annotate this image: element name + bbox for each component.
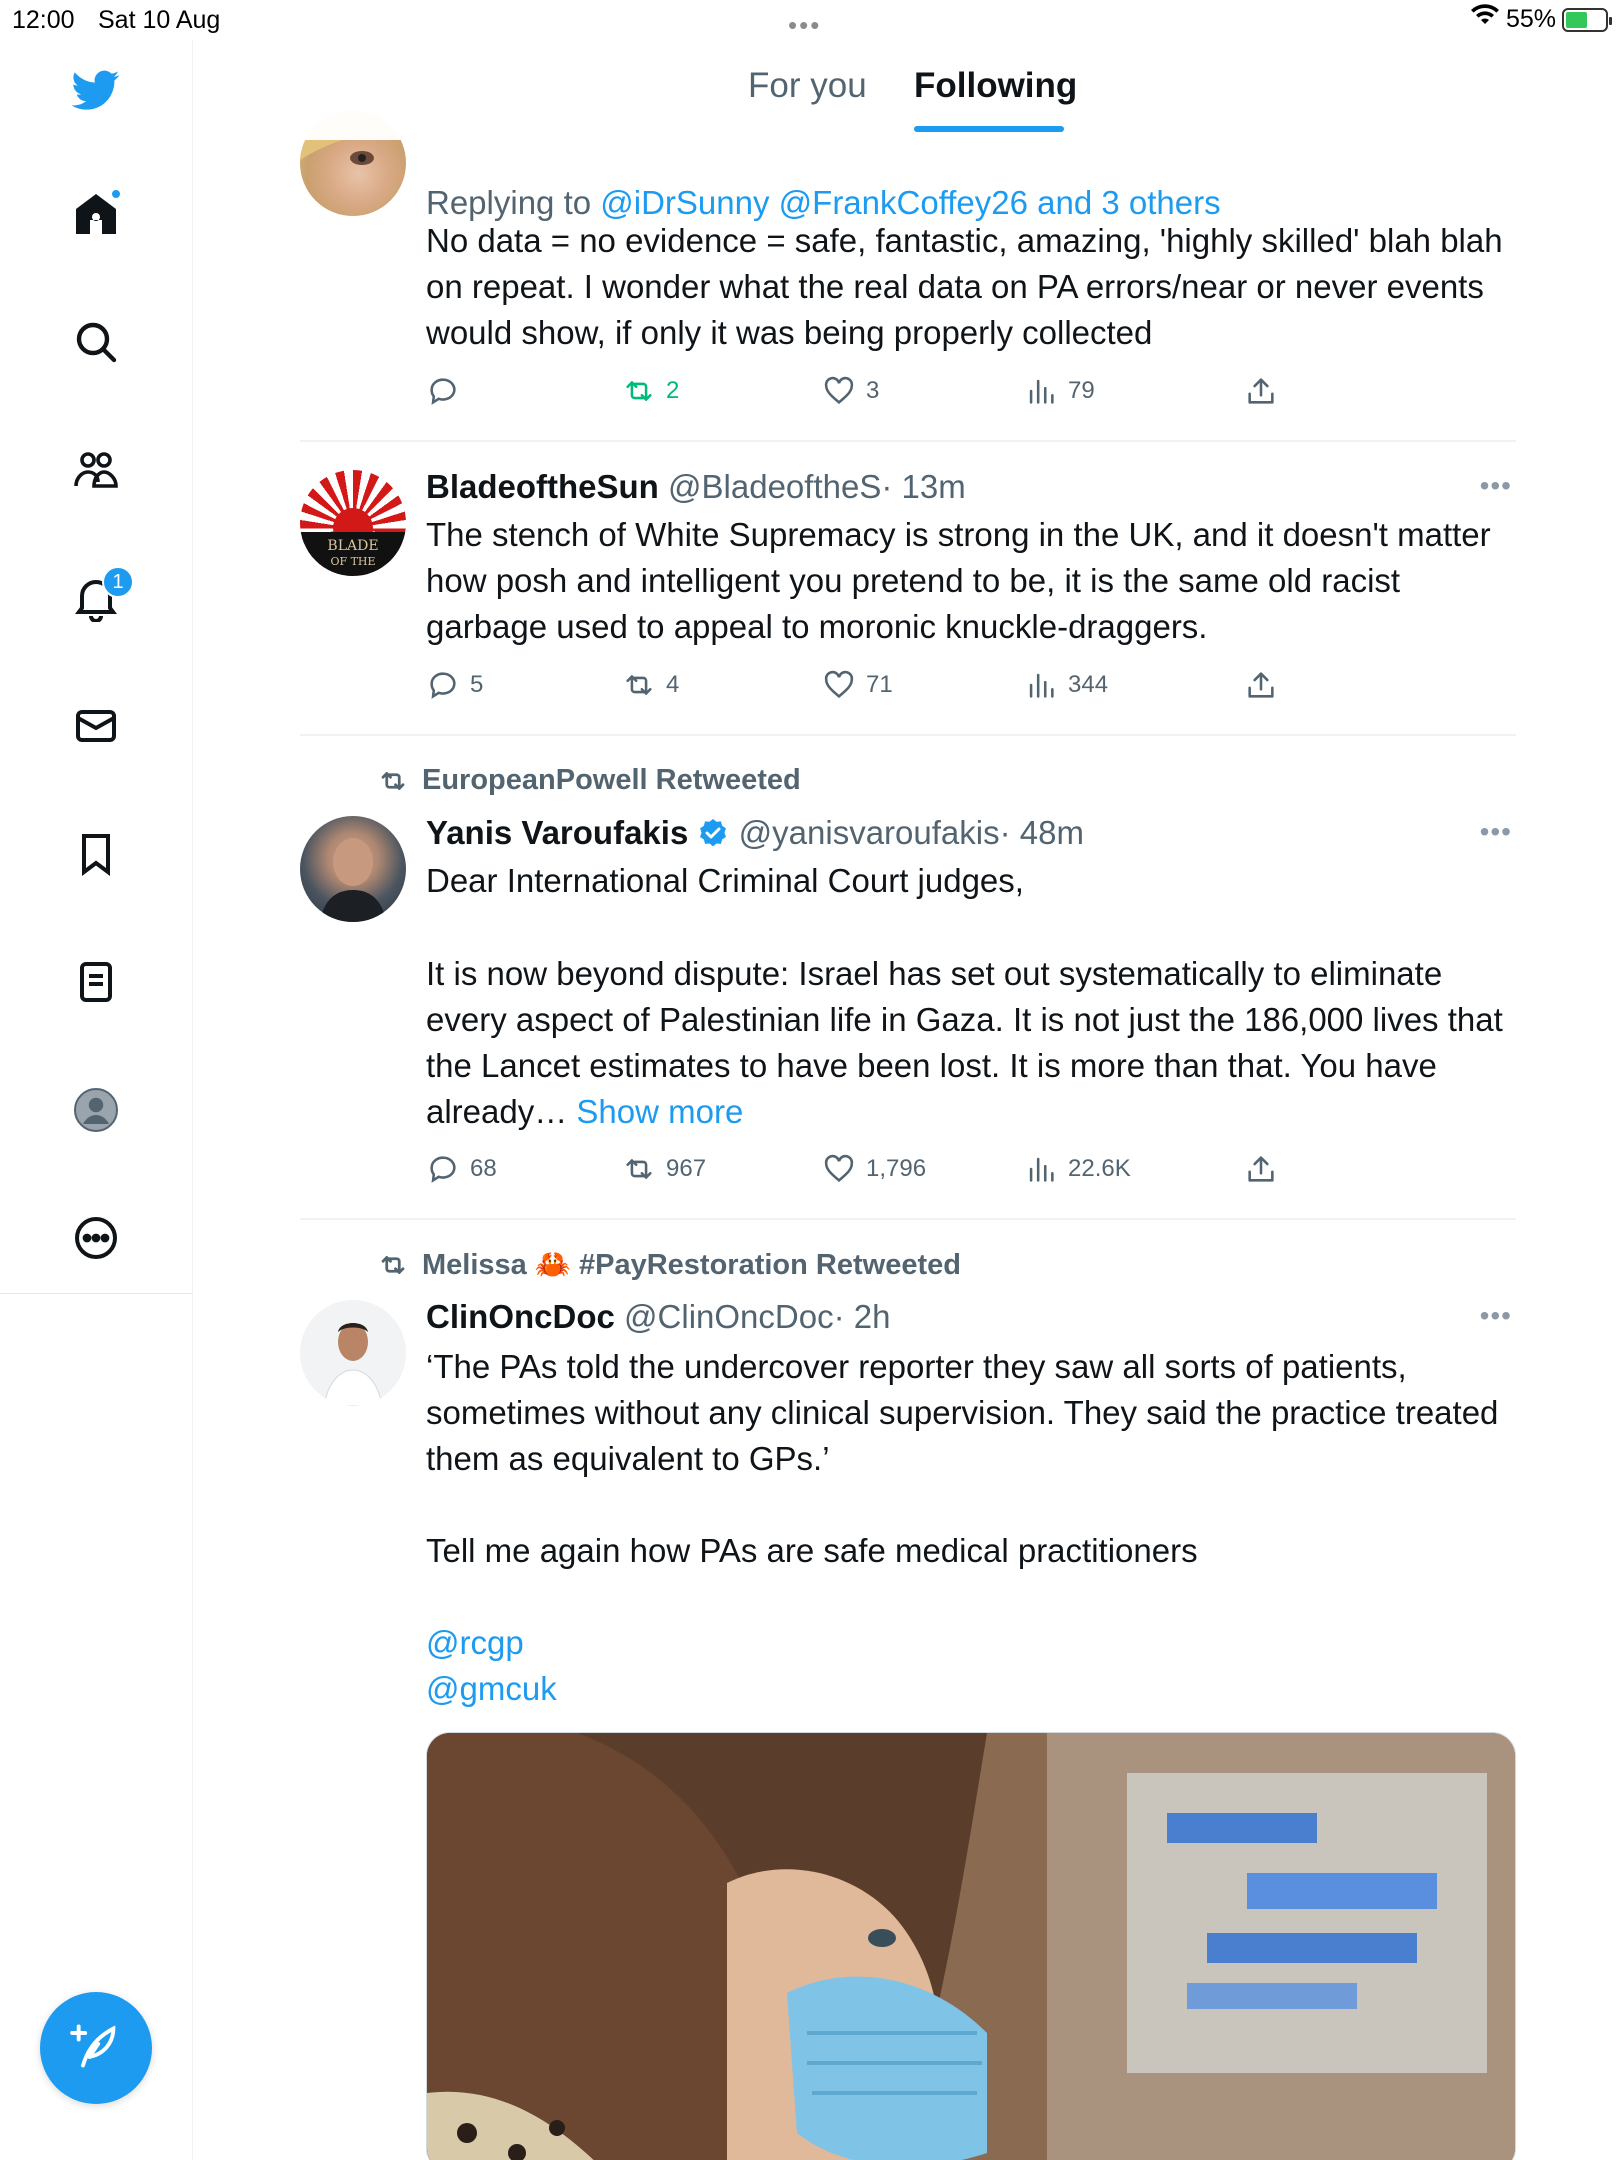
tweet-text: The stench of White Supremacy is strong in the UK, and it doesn't matter how posh and intelligent you pretend to be, it is the same old racist garbage used to appeal to moronic knuckle-draggers. (426, 516, 1500, 645)
compose-button[interactable] (40, 1992, 152, 2104)
retweet-count: 967 (666, 1155, 707, 1182)
views-count: 344 (1068, 671, 1109, 698)
timeline-tabs (194, 40, 1620, 140)
retweeted-by[interactable] (378, 764, 801, 797)
reply-button[interactable] (426, 1152, 497, 1186)
retweeted-by-label: EuropeanPowell Retweeted (422, 764, 801, 796)
tweet-actions (426, 668, 1326, 708)
share-icon (1244, 1152, 1278, 1186)
avatar[interactable] (300, 816, 406, 922)
tweet-header (426, 810, 1084, 856)
retweet-button[interactable] (622, 1152, 706, 1186)
more-icon[interactable] (64, 1206, 128, 1270)
retweet-icon (378, 1250, 408, 1280)
tweet-actions (426, 1152, 1326, 1192)
tweet-text-quote: ‘The PAs told the undercover reporter they saw all sorts of patients, sometimes without any clinical supervision. They said the practice treated them as equivalent to GPs.’ (426, 1348, 1508, 1477)
sidebar-divider (0, 1293, 193, 1294)
user-handle[interactable]: @yanisvaroufakis (738, 814, 1000, 851)
share-button[interactable] (1244, 1152, 1278, 1186)
tweet-divider (300, 734, 1516, 736)
display-name[interactable]: Yanis Varoufakis (426, 814, 689, 851)
reply-count: 68 (470, 1155, 497, 1182)
notifications-badge: 1 (102, 566, 134, 598)
retweet-icon (622, 374, 656, 408)
retweet-count: 4 (666, 671, 680, 698)
heart-icon (822, 668, 856, 702)
avatar-text: BLADE (327, 538, 379, 554)
share-button[interactable] (1244, 374, 1278, 408)
like-count: 1,796 (866, 1155, 927, 1182)
like-count: 71 (866, 671, 893, 698)
multitasking-dots[interactable]: ••• (788, 10, 822, 40)
retweet-icon (378, 766, 408, 796)
reply-icon (426, 1152, 460, 1186)
avatar[interactable] (300, 1300, 406, 1406)
mention-link[interactable]: @gmcuk (426, 1670, 557, 1707)
sidebar-nav (0, 40, 193, 2160)
reply-count: 5 (470, 671, 484, 698)
views-button[interactable] (1024, 668, 1108, 702)
status-time: 12:00 (12, 6, 75, 34)
tweet-time[interactable]: · 2h (833, 1298, 891, 1335)
tweet-text-line-1: Dear International Criminal Court judges, (426, 862, 1024, 899)
retweet-button[interactable] (622, 374, 679, 408)
tweet-media-image[interactable] (426, 1732, 1516, 2160)
home-new-dot (110, 188, 122, 200)
svg-text:OF THE: OF THE (330, 555, 376, 568)
tab-for-you[interactable]: For you (748, 66, 867, 105)
like-count: 3 (866, 377, 880, 404)
tweet-more-button[interactable]: ••• (1479, 1300, 1512, 1331)
tweet-actions (426, 374, 1326, 414)
tweet-more-button[interactable]: ••• (1479, 816, 1512, 847)
show-more-link[interactable]: Show more (576, 1093, 744, 1130)
retweet-button[interactable] (622, 668, 679, 702)
like-button[interactable] (822, 668, 893, 702)
tweet-header (426, 1294, 890, 1340)
user-handle[interactable]: @BladeoftheS (668, 468, 882, 505)
like-button[interactable] (822, 374, 879, 408)
reply-icon (426, 374, 460, 408)
tweet-divider (300, 440, 1516, 442)
compose-icon (70, 2020, 122, 2077)
avatar[interactable] (300, 470, 406, 576)
reply-button[interactable] (426, 374, 460, 408)
retweeted-by[interactable] (378, 1248, 961, 1282)
reply-icon (426, 668, 460, 702)
like-button[interactable] (822, 1152, 926, 1186)
display-name[interactable]: BladeoftheSun (426, 468, 659, 505)
display-name[interactable]: ClinOncDoc (426, 1298, 615, 1335)
home-icon[interactable] (64, 182, 128, 246)
user-handle[interactable]: @ClinOncDoc (624, 1298, 834, 1335)
heart-icon (822, 1152, 856, 1186)
tweet-time[interactable]: · 13m (881, 468, 966, 505)
mention-link[interactable]: @rcgp (426, 1624, 524, 1661)
search-icon[interactable] (64, 310, 128, 374)
tweet-divider (300, 1218, 1516, 1220)
retweet-count: 2 (666, 377, 680, 404)
profile-icon[interactable] (64, 1078, 128, 1142)
share-icon (1244, 374, 1278, 408)
reply-to-mentions[interactable]: @iDrSunny @FrankCoffey26 and 3 others (600, 184, 1221, 221)
verified-badge-icon (697, 817, 729, 849)
twitter-logo-icon[interactable] (64, 58, 128, 122)
notifications-icon[interactable] (64, 566, 128, 630)
communities-icon[interactable] (64, 438, 128, 502)
tweet-text-body (426, 951, 1516, 1135)
tweet-text: No data = no evidence = safe, fantastic, amazing, 'highly skilled' blah blah on repeat. I wonder what the real data on PA errors/near or never events would show, if only it was being properly collected (426, 222, 1512, 351)
status-date: Sat 10 Aug (98, 6, 221, 34)
views-button[interactable] (1024, 1152, 1131, 1186)
lists-icon[interactable] (64, 950, 128, 1014)
tweet-time[interactable]: · 48m (999, 814, 1084, 851)
tab-following[interactable]: Following (914, 66, 1078, 105)
bookmarks-icon[interactable] (64, 822, 128, 886)
share-icon (1244, 668, 1278, 702)
tweet-text-comment: Tell me again how PAs are safe medical practitioners (426, 1532, 1198, 1569)
messages-icon[interactable] (64, 694, 128, 758)
views-icon (1024, 1152, 1058, 1186)
tab-active-indicator (914, 126, 1064, 132)
heart-icon (822, 374, 856, 408)
views-count: 79 (1068, 377, 1095, 404)
views-icon (1024, 374, 1058, 408)
views-count: 22.6K (1068, 1155, 1131, 1182)
tweet-header (426, 464, 966, 510)
views-icon (1024, 668, 1058, 702)
tweet-more-button[interactable]: ••• (1479, 470, 1512, 501)
reply-button[interactable] (426, 668, 483, 702)
replying-to-label: Replying to (426, 184, 601, 221)
share-button[interactable] (1244, 668, 1278, 702)
tweet-text-paragraph: It is now beyond dispute: Israel has set out systematically to eliminate every aspect of Palestinian life in Gaza. It is not just the 186,000 lives that the Lancet estimates to have been lost. It is more than that. You have already… (426, 955, 1512, 1130)
retweeted-by-label: Melissa 🦀 #PayRestoration Retweeted (422, 1249, 961, 1281)
battery-percent: 55% (1505, 5, 1556, 33)
views-button[interactable] (1024, 374, 1095, 408)
retweet-icon (622, 668, 656, 702)
timeline-feed (194, 0, 1620, 2160)
retweet-icon (622, 1152, 656, 1186)
